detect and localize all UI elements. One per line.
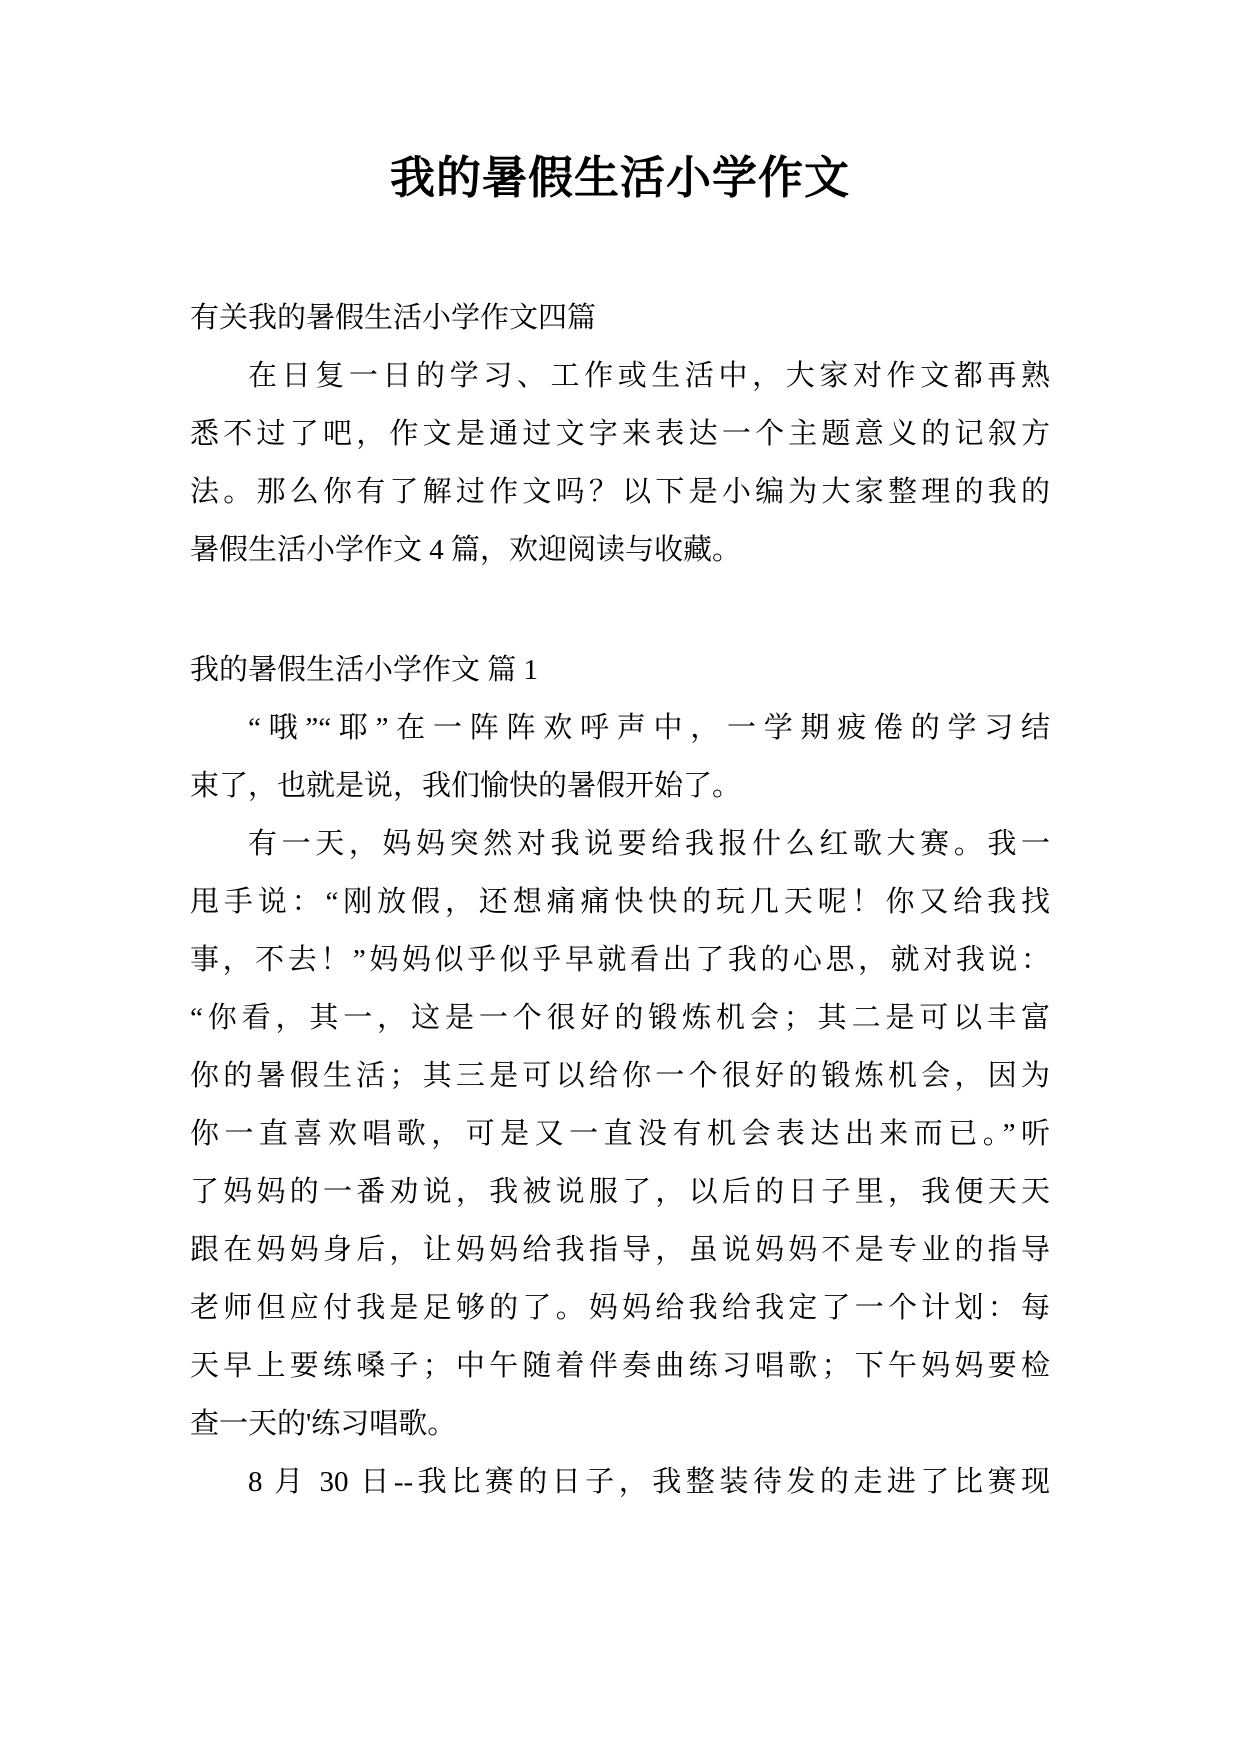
- paragraph-line: 了妈妈的一番劝说，我被说服了，以后的日子里，我便天天: [190, 1176, 1050, 1208]
- intro-paragraph: [190, 347, 1050, 579]
- paragraph-line: 老师但应付我是足够的了。妈妈给我给我定了一个计划：每: [190, 1292, 1050, 1324]
- paragraph-line: 暑假生活小学作文 4 篇，欢迎阅读与收藏。: [190, 534, 742, 566]
- document-subtitle: 有关我的暑假生活小学作文四篇: [190, 302, 597, 334]
- paragraph-line: 甩手说：“刚放假，还想痛痛快快的玩几天呢！你又给我找: [190, 886, 1050, 918]
- paragraph-line: 8 月 30 日--我比赛的日子，我整装待发的走进了比赛现: [248, 1466, 1050, 1498]
- paragraph-3: [190, 1453, 1050, 1511]
- document-title: 我的暑假生活小学作文: [389, 153, 850, 203]
- paragraph-line: 跟在妈妈身后，让妈妈给我指导，虽说妈妈不是专业的指导: [190, 1234, 1050, 1266]
- paragraph-line: 法。那么你有了解过作文吗？以下是小编为大家整理的我的: [190, 476, 1050, 508]
- section-1-heading: 我的暑假生活小学作文 篇 1: [190, 654, 539, 686]
- paragraph-line: “你看，其一，这是一个很好的锻炼机会；其二是可以丰富: [190, 1002, 1050, 1034]
- paragraph-line: 查一天的'练习唱歌。: [190, 1408, 457, 1440]
- paragraph-line: 在日复一日的学习、工作或生活中，大家对作文都再熟: [248, 360, 1050, 392]
- paragraph-line: 悉不过了吧，作文是通过文字来表达一个主题意义的记叙方: [190, 418, 1050, 450]
- paragraph-line: “哦”“耶”在一阵阵欢呼声中，一学期疲倦的学习结: [248, 712, 1050, 744]
- paragraph-line: 有一天，妈妈突然对我说要给我报什么红歌大赛。我一: [248, 828, 1050, 860]
- paragraph-1: [190, 699, 1050, 815]
- paragraph-line: 你一直喜欢唱歌，可是又一直没有机会表达出来而已。”听: [190, 1118, 1050, 1150]
- paragraph-line: 天早上要练嗓子；中午随着伴奏曲练习唱歌；下午妈妈要检: [190, 1350, 1050, 1382]
- paragraph-line: 束了，也就是说，我们愉快的暑假开始了。: [190, 770, 742, 802]
- paragraph-2: [190, 815, 1050, 1453]
- paragraph-line: 你的暑假生活；其三是可以给你一个很好的锻炼机会，因为: [190, 1060, 1050, 1092]
- paragraph-line: 事，不去！”妈妈似乎似乎早就看出了我的心思，就对我说：: [190, 944, 1050, 976]
